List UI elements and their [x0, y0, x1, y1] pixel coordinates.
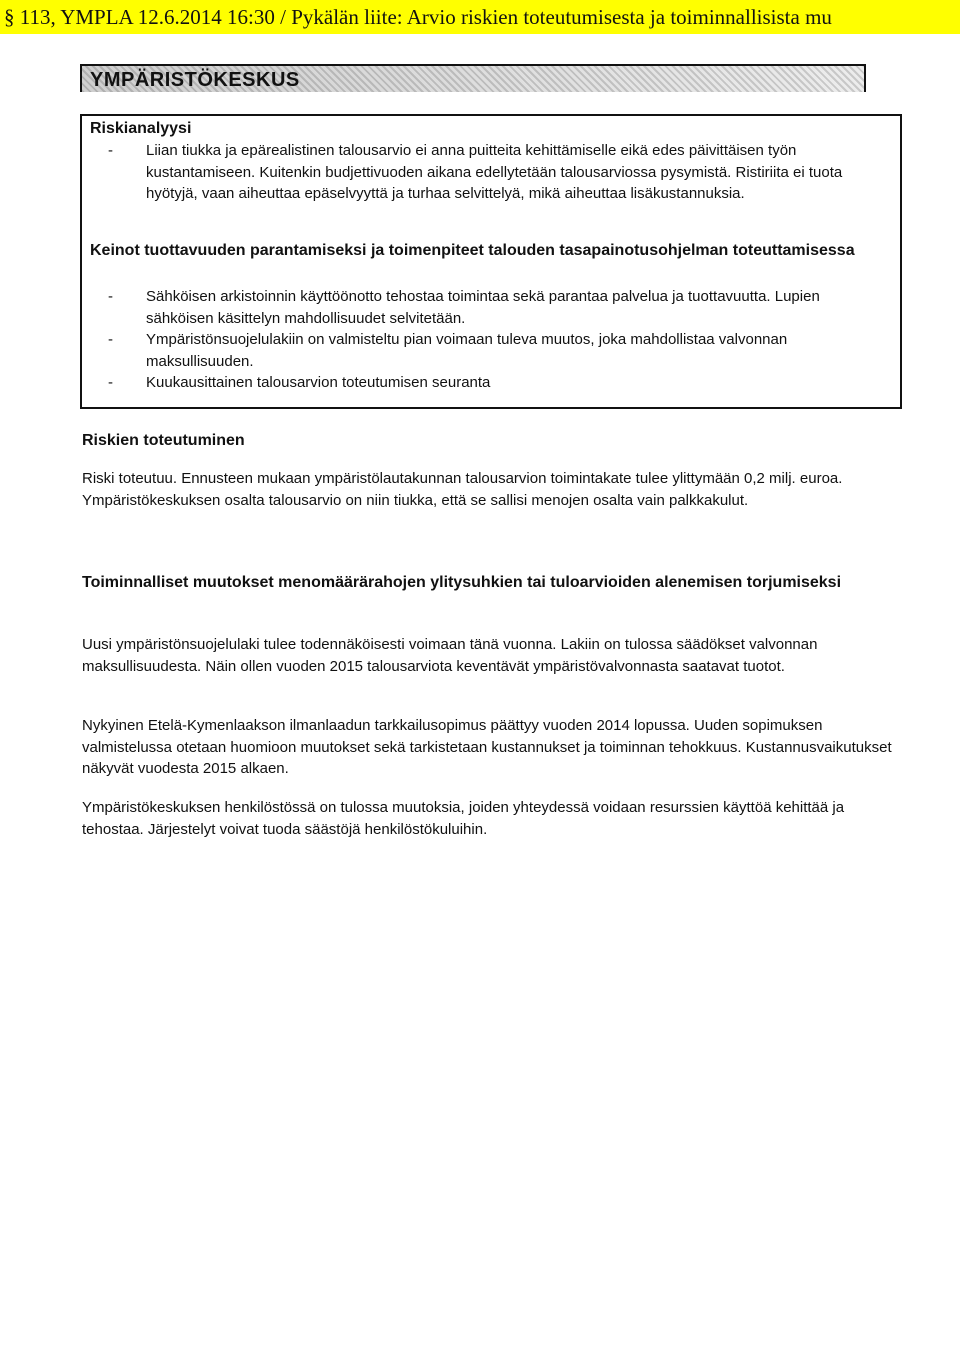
banner [80, 64, 866, 92]
toiminnalliset-heading: Toiminnalliset muutokset menomäärärahojen ylitysuhkien tai tuloarvioiden alenemisen torjumiseksi [82, 574, 842, 591]
header-text: § 113, YMPLA 12.6.2014 16:30 / Pykälän liite: Arvio riskien toteutumisesta ja toiminnallisista mu [4, 5, 832, 29]
toiminnalliset-paragraph-3: Ympäristökeskuksen henkilöstössä on tulossa muutoksia, joiden yhteydessä voidaan resurssien käyttöä kehittää ja tehostaa. Järjestelyt voivat tuoda säästöjä henkilöstökuluihin. [82, 799, 845, 838]
riskien-toteutuminen-heading: Riskien toteutuminen [82, 432, 245, 449]
keinot-list [90, 286, 880, 394]
list-item: - Kuukausittainen talousarvion toteutumisen seuranta [90, 372, 880, 394]
list-item: - Sähköisen arkistoinnin käyttöönotto tehostaa toimintaa sekä parantaa palvelua ja tuottavuutta. Lupien sähköisen käsittelyn mahdollisuudet selvitetään. [90, 286, 880, 329]
riskien-toteutuminen-paragraph: Riski toteutuu. Ennusteen mukaan ympäristölautakunnan talousarvion toimintakate tulee ylittymään 0,2 milj. euroa. Ympäristökeskuksen osalta talousarvio on niin tiukka, että se sallisi menojen osalta vain palkkakulut. [82, 470, 843, 509]
list-item: - Ympäristönsuojelulakiin on valmisteltu pian voimaan tuleva muutos, joka mahdollistaa valvonnan maksullisuuden. [90, 329, 880, 372]
toiminnalliset-paragraph-1: Uusi ympäristönsuojelulaki tulee todennäköisesti voimaan tänä vuonna. Lakiin on tulossa säädökset valvonnan maksullisuudesta. Näin ollen vuoden 2015 talousarviota keventävät ympäristövalvonnasta saatavat tuotot. [82, 636, 818, 675]
keinot-heading: Keinot tuottavuuden parantamiseksi ja toimenpiteet talouden tasapainotusohjelman toteuttamisessa [90, 242, 855, 259]
riskianalyysi-heading: Riskianalyysi [90, 120, 192, 137]
toiminnalliset-paragraph-2: Nykyinen Etelä-Kymenlaakson ilmanlaadun tarkkailusopimus päättyy vuoden 2014 lopussa. Uuden sopimuksen valmistelussa otetaan huomioon muutokset sekä tarkistetaan kustannukset ja toiminnan tehokkuus. Kustannusvaikutukset näkyvät vuodesta 2015 alkaen. [82, 717, 892, 777]
riskianalyysi-list [90, 140, 880, 205]
banner-title: YMPÄRISTÖKESKUS [90, 69, 300, 91]
list-item: - Liian tiukka ja epärealistinen talousarvio ei anna puitteita kehittämiselle eikä edes päivittäisen työn kustantamiseen. Kuitenkin budjettivuoden aikana edellytetään talousarviossa pysymistä. Ristiriita ei tuota hyötyjä, vaan aiheuttaa epäselvyyttä ja turhaa selvittelyä, mikä aiheuttaa lisäkustannuksia. [90, 140, 880, 205]
analysis-box [80, 114, 902, 409]
header-bar [0, 0, 960, 34]
